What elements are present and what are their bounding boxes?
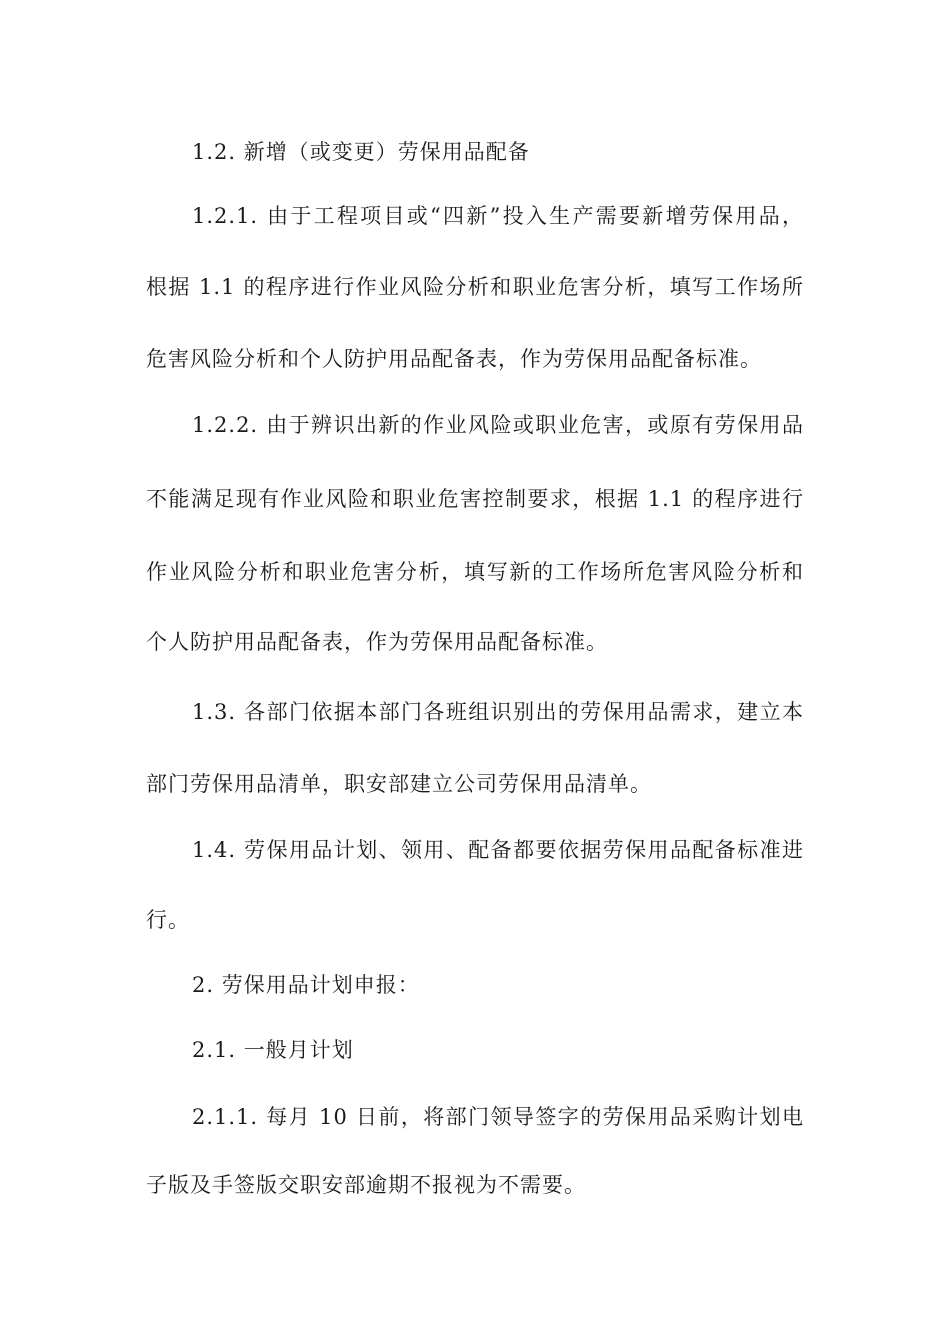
paragraph-1-3-line-1: 1.3. 各部门依据本部门各班组识别出的劳保用品需求，建立本 (192, 700, 804, 724)
paragraph-2-1-1-line-1: 2.1.1. 每月 10 日前，将部门领导签字的劳保用品采购计划电 (192, 1105, 804, 1129)
paragraph-1-2-2-line-1: 1.2.2. 由于辨识出新的作业风险或职业危害，或原有劳保用品 (192, 413, 804, 437)
paragraph-1-4-line-1: 1.4. 劳保用品计划、领用、配备都要依据劳保用品配备标准进 (192, 838, 804, 862)
paragraph-2-1-1-line-2: 子版及手签版交职安部逾期不报视为不需要。 (146, 1173, 586, 1197)
heading-2: 2. 劳保用品计划申报： (192, 973, 420, 997)
paragraph-1-4-line-2: 行。 (146, 908, 190, 932)
heading-2-1: 2.1. 一般月计划 (192, 1038, 354, 1062)
heading-1-2: 1.2. 新增（或变更）劳保用品配备 (192, 140, 530, 164)
paragraph-1-2-1-line-1: 1.2.1. 由于工程项目或“四新”投入生产需要新增劳保用品， (192, 204, 804, 228)
paragraph-1-2-2-line-3: 作业风险分析和职业危害分析，填写新的工作场所危害风险分析和 (146, 560, 804, 584)
paragraph-1-2-2-line-4: 个人防护用品配备表，作为劳保用品配备标准。 (146, 630, 608, 654)
paragraph-1-2-1-line-2: 根据 1.1 的程序进行作业风险分析和职业危害分析，填写工作场所 (146, 275, 804, 299)
paragraph-1-3-line-2: 部门劳保用品清单，职安部建立公司劳保用品清单。 (146, 772, 652, 796)
paragraph-1-2-2-line-2: 不能满足现有作业风险和职业危害控制要求，根据 1.1 的程序进行 (146, 487, 804, 511)
paragraph-1-2-1-line-3: 危害风险分析和个人防护用品配备表，作为劳保用品配备标准。 (146, 347, 762, 371)
